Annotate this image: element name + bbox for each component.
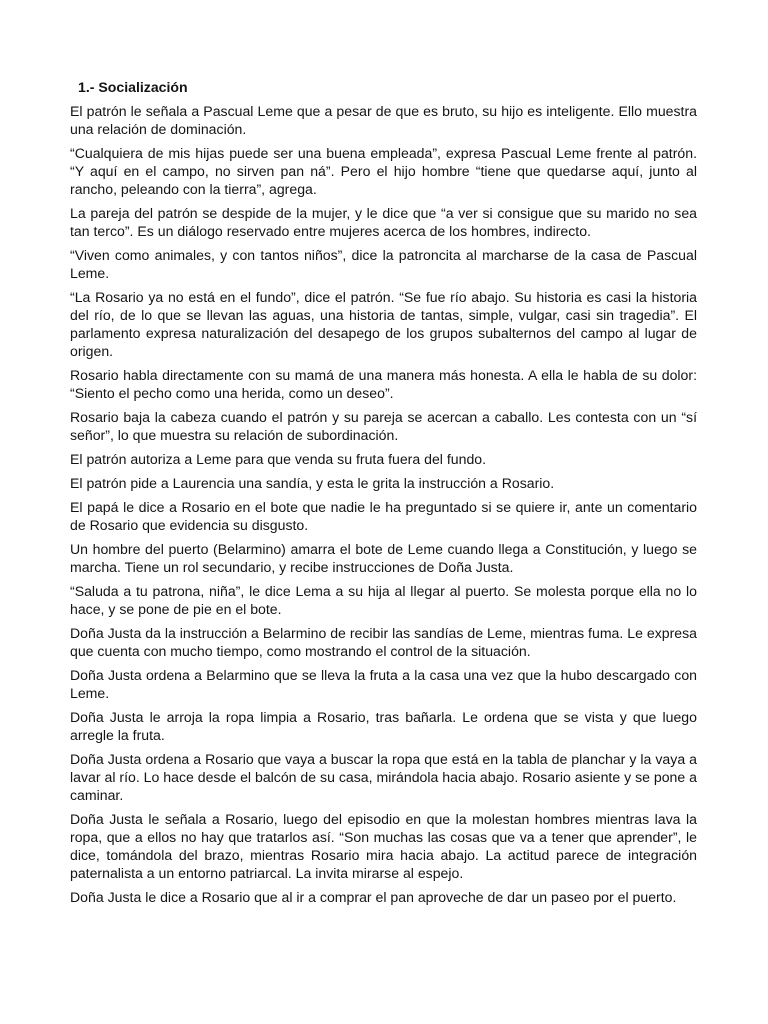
paragraph-2: “Cualquiera de mis hijas puede ser una buena empleada”, expresa Pascual Leme frente al patrón. “Y aquí en el campo, no sirven pan ná”. Pero el hijo hombre “tiene que quedarse aquí, junto al rancho, peleando con la tierra”, agrega. xyxy=(70,145,697,197)
paragraph-10: El papá le dice a Rosario en el bote que nadie le ha preguntado si se quiere ir, ante un comentario de Rosario que evidencia su disgusto. xyxy=(70,499,697,533)
paragraph-13: Doña Justa da la instrucción a Belarmino de recibir las sandías de Leme, mientras fuma. Le expresa que cuenta con mucho tiempo, como mostrando el control de la situación. xyxy=(70,625,697,659)
paragraph-3: La pareja del patrón se despide de la mujer, y le dice que “a ver si consigue que su marido no sea tan terco”. Es un diálogo reservado entre mujeres acerca de los hombres, indirecto. xyxy=(70,205,697,239)
paragraph-17: Doña Justa le señala a Rosario, luego del episodio en que la molestan hombres mientras lava la ropa, que a ellos no hay que tratarlos así. “Son muchas las cosas que va a tener que aprender”, le dice, tomándola del brazo, mientras Rosario mira hacia abajo. La actitud parece de integración paternalista a un entorno patriarcal. La invita mirarse al espejo. xyxy=(70,811,697,881)
paragraph-11: Un hombre del puerto (Belarmino) amarra el bote de Leme cuando llega a Constitución, y luego se marcha. Tiene un rol secundario, y recibe instrucciones de Doña Justa. xyxy=(70,541,697,575)
paragraph-5: “La Rosario ya no está en el fundo”, dice el patrón. “Se fue río abajo. Su historia es casi la historia del río, de lo que se llevan las aguas, una historia de tantas, simple, vulgar, casi sin tragedia”. El parlamento expresa naturalización del desapego de los grupos subalternos del campo al lugar de origen. xyxy=(70,289,697,359)
paragraph-4: “Viven como animales, y con tantos niños”, dice la patroncita al marcharse de la casa de Pascual Leme. xyxy=(70,247,697,281)
paragraph-18: Doña Justa le dice a Rosario que al ir a comprar el pan aproveche de dar un paseo por el puerto. xyxy=(70,889,677,905)
paragraph-9: El patrón pide a Laurencia una sandía, y esta le grita la instrucción a Rosario. xyxy=(70,475,555,491)
document-page xyxy=(70,78,697,912)
paragraph-16: Doña Justa ordena a Rosario que vaya a buscar la ropa que está en la tabla de planchar y la vaya a lavar al río. Lo hace desde el balcón de su casa, mirándola hacia abajo. Rosario asiente y se pone a caminar. xyxy=(70,751,697,803)
paragraph-6: Rosario habla directamente con su mamá de una manera más honesta. A ella le habla de su dolor: “Siento el pecho como una herida, como un deseo”. xyxy=(70,367,697,401)
section-heading: 1.- Socialización xyxy=(78,79,188,95)
paragraph-14: Doña Justa ordena a Belarmino que se lleva la fruta a la casa una vez que la hubo descargado con Leme. xyxy=(70,667,697,701)
paragraph-12: “Saluda a tu patrona, niña”, le dice Lema a su hija al llegar al puerto. Se molesta porque ella no lo hace, y se pone de pie en el bote. xyxy=(70,583,697,617)
paragraph-15: Doña Justa le arroja la ropa limpia a Rosario, tras bañarla. Le ordena que se vista y que luego arregle la fruta. xyxy=(70,709,697,743)
paragraph-7: Rosario baja la cabeza cuando el patrón y su pareja se acercan a caballo. Les contesta con un “sí señor”, lo que muestra su relación de subordinación. xyxy=(70,409,697,443)
paragraph-1: El patrón le señala a Pascual Leme que a pesar de que es bruto, su hijo es inteligente. Ello muestra una relación de dominación. xyxy=(70,103,697,137)
paragraph-8: El patrón autoriza a Leme para que venda su fruta fuera del fundo. xyxy=(70,451,487,467)
